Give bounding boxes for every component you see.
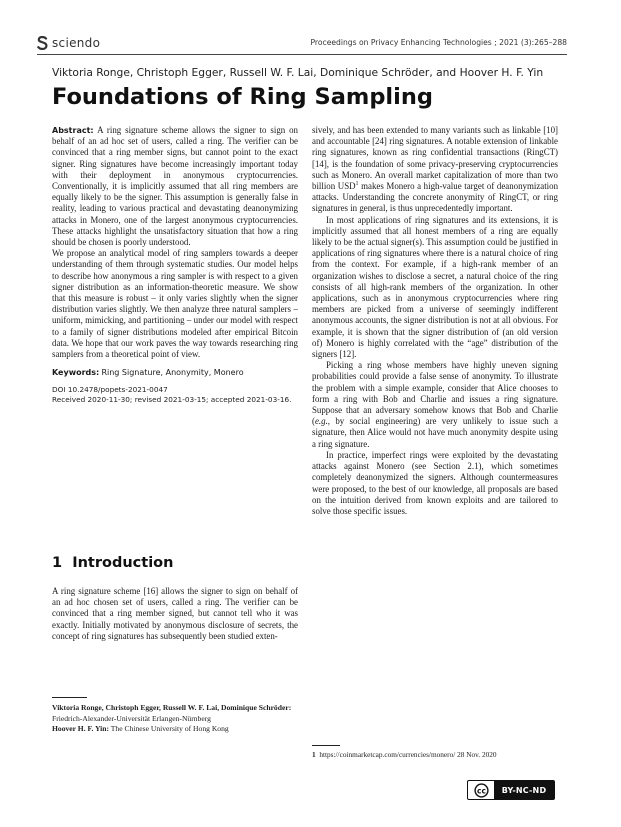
- intro-paragraph-2: In most applications of ring signatures and its extensions, it is implicitly assumed that all honest members of a ring are equally likely to be the actual signer(s). This assumption could be justified in applications of ring signatures where there is a natural choice of ring from the context. For example, if a high-rank member of an organization wishes to disclose a secret, a natural choice of the ring consists of all high-rank members of the organization. In other applications, such as in anonymous cryptocurrencies where ring members are picked from a universe of seemingly indifferent anonymous accounts, the signer distribution is not at all obvious. For example, it is shown that the signer distribution of (an old version of) Monero is highly correlated with the “age” distribution of the signers [12].: [312, 214, 558, 360]
- footnote-number: 1: [312, 750, 316, 759]
- footnote-text: https://coinmarketcap.com/currencies/monero/ 28 Nov. 2020: [319, 750, 497, 759]
- received-dates: Received 2020-11-30; revised 2021-03-15; accepted 2021-03-16.: [52, 395, 292, 405]
- affiliation-institution-1: Friedrich-Alexander-Universität Erlangen-Nürnberg: [52, 713, 211, 723]
- footnote: [312, 750, 497, 759]
- license-label: BY-NC-ND: [494, 781, 554, 799]
- doi: DOI 10.2478/popets-2021-0047: [52, 385, 168, 395]
- publisher-logo: [37, 35, 100, 51]
- footnote-mark: 1: [355, 181, 359, 188]
- affiliation-names-2: Hoover H. F. Yin:: [52, 724, 110, 733]
- section-number: 1: [52, 555, 63, 571]
- keywords-label: Keywords:: [52, 368, 100, 378]
- intro-paragraph-continued: sively, and has been extended to many variants such as linkable [10] and accountable [24] ring signatures. A notable extension of linkable ring signatures, known as ring confidential transactions (RingCT) [14], is the foundation of some privacy-preserving cryptocurrencies such as Monero. An overall market capitalization of more than two billion USD$^1$ makes Monero a high-value target of deanonymization attacks. Understanding the concrete anonymity of RingCT, or ring signatures in general, is thus unprecedentedly important.: [312, 125, 559, 214]
- cc-license-badge[interactable]: [467, 780, 555, 800]
- keywords-text: Ring Signature, Anonymity, Monero: [101, 368, 244, 378]
- abstract-paragraph-2: We propose an analytical model of ring samplers towards a deeper understanding of them through systematic studies. Our model helps to describe how anonymous a ring sampler is with respect to a given signer distribution as an information-theoretic measure. We show that this measure is robust – it only varies slightly when the signer distribution varies slightly. We then analyze three natural samplers – uniform, mimicking, and partitioning – under our model with respect to a family of signer distributions modeled after empirical Bitcoin data. We hope that our work paves the way towards researching ring samplers from a theoretical point of view.: [52, 248, 298, 360]
- introduction-paragraph-1: A ring signature scheme [16] allows the signer to sign on behalf of an ad hoc chosen set of users, called a ring. The verifier can be convinced that a ring member signed, but cannot tell who it was exactly. Initially motivated by anonymous disclosure of secrets, the concept of ring signatures has subsequently been studied exten-: [52, 586, 298, 641]
- header-divider: [37, 54, 567, 55]
- affiliation-institution-2: The Chinese University of Hong Kong: [110, 724, 229, 733]
- affiliations: [52, 703, 302, 735]
- abstract-paragraph-1: [52, 125, 298, 248]
- section-heading-introduction: [52, 555, 173, 571]
- abstract-label: Abstract:: [52, 126, 94, 135]
- section-title: Introduction: [72, 555, 174, 571]
- sciendo-s-icon: [37, 36, 48, 50]
- keywords-line: [52, 367, 298, 378]
- intro-paragraph-3: Picking a ring whose members have highly uneven signing probabilities could provide a false sense of anonymity. To illustrate the problem with a simple example, consider that Alice chooses to form a ring with Bob and Charlie and issues a ring signature. Suppose that an adversary somehow knows that Bob and Charlie (e.g., by social engineering) are very unlikely to issue such a signature, then Alice would not have much anonymity despite using a ring signature.: [312, 360, 558, 449]
- intro-paragraph-4: In practice, imperfect rings were exploited by the devastating attacks against Monero (see Section 2.1), which sometimes completely deanonymized the signers. Although countermeasures were proposed, to the best of our knowledge, all proposals are based on the intuition derived from known exploits and are tailored to solve those specific issues.: [312, 449, 558, 516]
- creative-commons-icon: [468, 782, 494, 798]
- paper-title: Foundations of Ring Sampling: [52, 84, 433, 110]
- publisher-name: sciendo: [52, 36, 101, 50]
- right-column: [312, 125, 558, 517]
- svg-text:cc: cc: [476, 785, 486, 795]
- footnote-divider: [312, 745, 340, 746]
- affiliation-divider: [52, 697, 87, 698]
- abstract-text-1: A ring signature scheme allows the signer to sign on behalf of an ad hoc set of users, called a ring. The verifier can be convinced that a ring member signs, but cannot point to the exact signer. Ring signatures have become increasingly important today with their deployment in anonymous cryptocurrencies. Conventionally, it is implicitly assumed that all ring members are equally likely to be the signer. This assumption is generally false in reality, leading to various practical and devastating deanonymizing attacks in Monero, one of the largest anonymous cryptocurrencies. These attacks highlight the unsatisfactory situation that how a ring should be chosen is poorly understood.: [52, 125, 298, 248]
- left-column: [52, 125, 298, 405]
- author-list: Viktoria Ronge, Christoph Egger, Russell W. F. Lai, Dominique Schröder, and Hoover H. F. Yin: [52, 66, 544, 79]
- journal-citation: Proceedings on Privacy Enhancing Technologies ; 2021 (3):265–288: [310, 38, 567, 47]
- affiliation-names-1: Viktoria Ronge, Christoph Egger, Russell W. F. Lai, Dominique Schröder:: [52, 703, 292, 712]
